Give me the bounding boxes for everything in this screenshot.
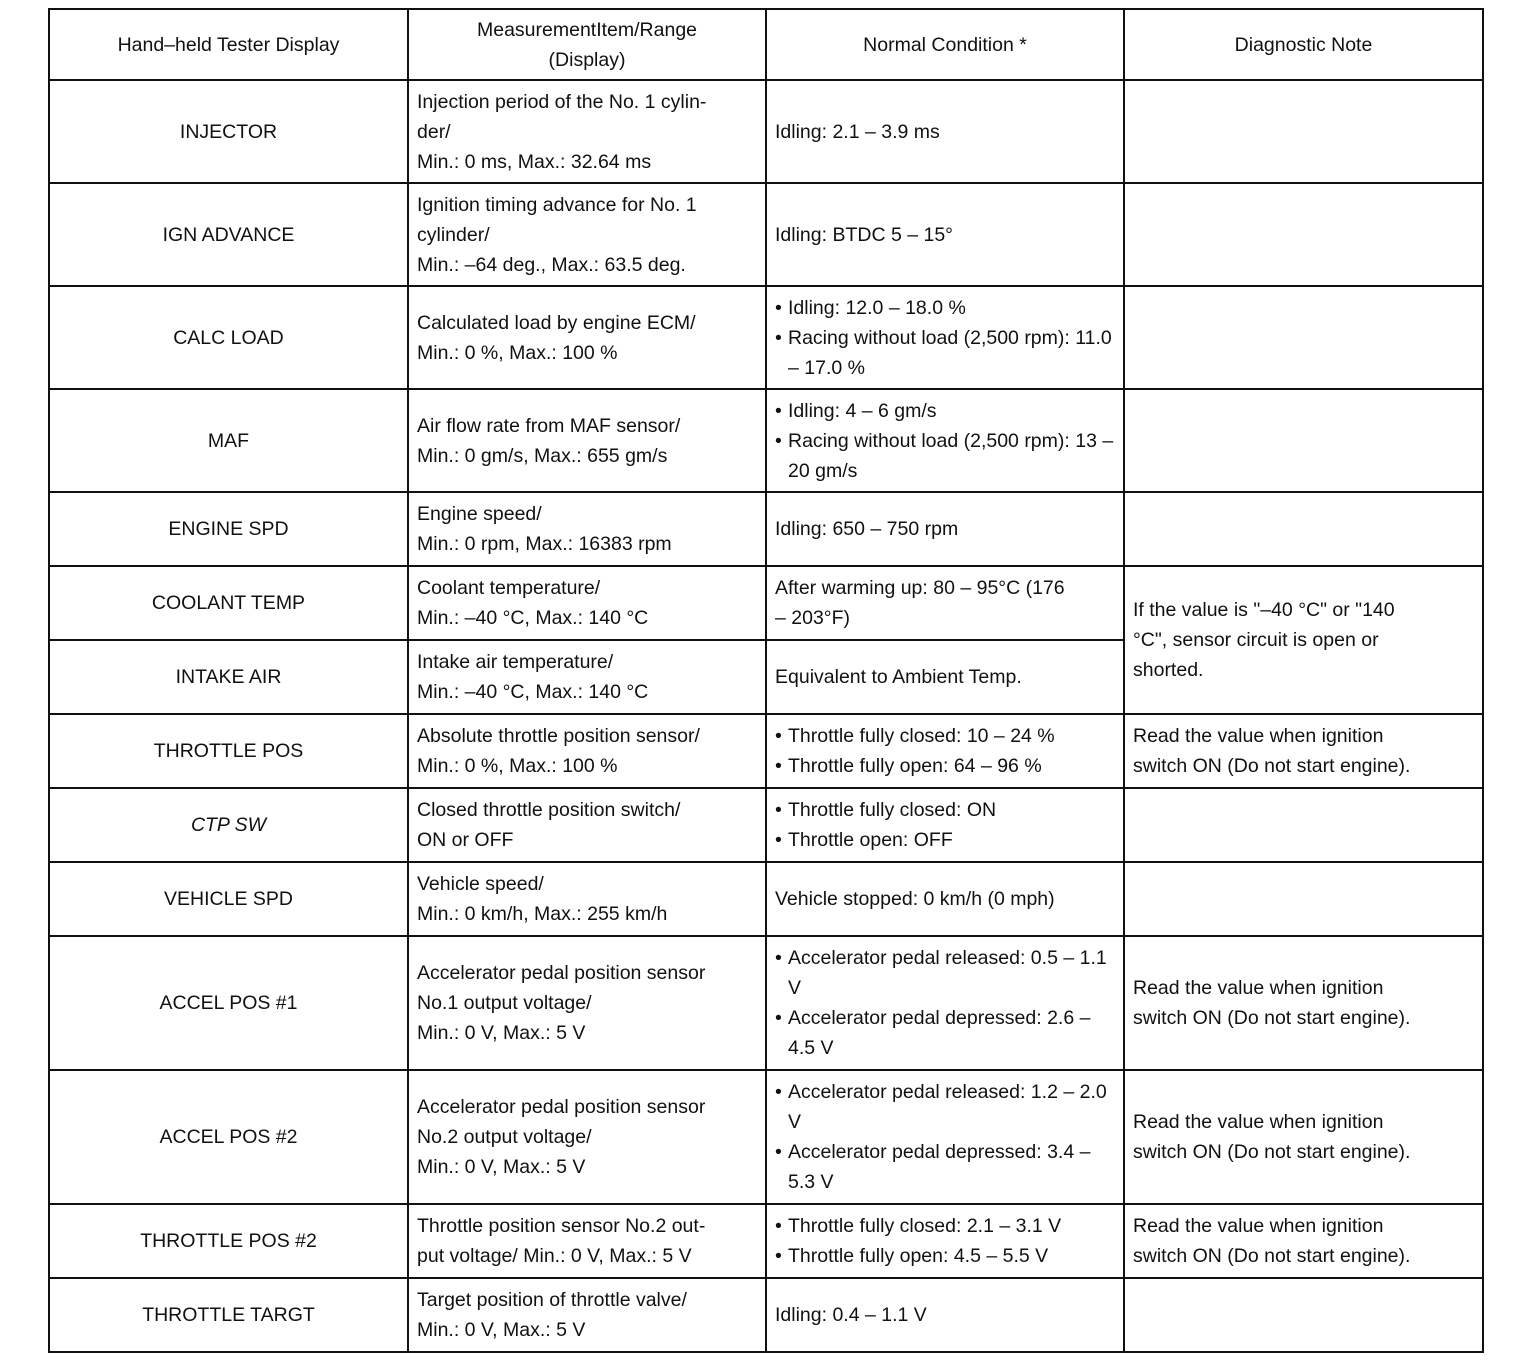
note-line: Read the value when ignition (1133, 1215, 1384, 1237)
table-row (49, 1278, 1483, 1352)
normal-line: Idling: 0.4 – 1.1 V (775, 1304, 927, 1326)
measurement-cell (408, 492, 766, 566)
measurement-line: Min.: –40 °C, Max.: 140 °C (417, 681, 649, 703)
normal-condition-cell (766, 640, 1124, 714)
normal-bullet: • Accelerator pedal released: 1.2 – 2.0 V (775, 1077, 1115, 1137)
note-line: switch ON (Do not start engine). (1133, 755, 1411, 777)
diagnostic-note-cell (1124, 286, 1483, 389)
measurement-line: No.2 output voltage/ (417, 1126, 592, 1148)
measurement-line: Min.: 0 gm/s, Max.: 655 gm/s (417, 444, 668, 467)
measurement-line: Coolant temperature/ (417, 577, 601, 599)
note-line: Read the value when ignition (1133, 725, 1384, 747)
measurement-cell (408, 389, 766, 492)
normal-condition-cell (766, 936, 1124, 1070)
measurement-line: Injection period of the No. 1 cylin- (417, 90, 707, 113)
measurement-line: cylinder/ (417, 223, 490, 246)
display-item: MAF (49, 389, 408, 492)
note-line: switch ON (Do not start engine). (1133, 1007, 1411, 1029)
normal-line: Vehicle stopped: 0 km/h (0 mph) (775, 888, 1055, 910)
normal-condition-cell (766, 80, 1124, 183)
normal-bullet: • Throttle fully closed: 10 – 24 % (775, 721, 1115, 751)
normal-bullet: • Racing without load (2,500 rpm): 13 – 20 gm/s (775, 426, 1115, 486)
measurement-line: Absolute throttle position sensor/ (417, 725, 700, 747)
normal-bullet: • Racing without load (2,500 rpm): 11.0 – 17.0 % (775, 323, 1115, 383)
table-row (49, 566, 1483, 640)
table-row (49, 862, 1483, 936)
table-row (49, 183, 1483, 286)
note-line: Read the value when ignition (1133, 977, 1384, 999)
measurement-cell (408, 1204, 766, 1278)
note-line: °C", sensor circuit is open or (1133, 629, 1379, 651)
table-row (49, 389, 1483, 492)
table-row (49, 936, 1483, 1070)
measurement-line: Target position of throttle valve/ (417, 1289, 687, 1311)
normal-condition-cell (766, 714, 1124, 788)
diagnostic-note-cell (1124, 566, 1483, 714)
measurement-cell (408, 286, 766, 389)
display-item: THROTTLE POS #2 (49, 1204, 408, 1278)
normal-bullet: • Throttle open: OFF (775, 825, 1115, 855)
normal-bullet: • Accelerator pedal released: 0.5 – 1.1 V (775, 943, 1115, 1003)
measurement-line: Min.: 0 V, Max.: 5 V (417, 1156, 586, 1178)
display-item: INTAKE AIR (49, 640, 408, 714)
diagnostic-note-cell (1124, 936, 1483, 1070)
measurement-line: Min.: 0 %, Max.: 100 % (417, 755, 618, 777)
measurement-line: Min.: 0 ms, Max.: 32.64 ms (417, 150, 652, 173)
measurement-line: ON or OFF (417, 829, 514, 851)
measurement-line: Min.: 0 V, Max.: 5 V (417, 1319, 586, 1341)
diagnostic-note-cell (1124, 80, 1483, 183)
table-row (49, 1204, 1483, 1278)
normal-line: – 203°F) (775, 607, 851, 629)
note-line: switch ON (Do not start engine). (1133, 1141, 1411, 1163)
display-item: VEHICLE SPD (49, 862, 408, 936)
diagnostic-note-cell (1124, 389, 1483, 492)
measurement-line: Engine speed/ (417, 503, 542, 525)
normal-bullet: • Idling: 4 – 6 gm/s (775, 396, 1115, 426)
normal-condition-cell (766, 862, 1124, 936)
diagnostic-note-cell (1124, 1204, 1483, 1278)
display-item: COOLANT TEMP (49, 566, 408, 640)
measurement-line: der/ (417, 120, 451, 143)
measurement-line: Air flow rate from MAF sensor/ (417, 414, 681, 437)
normal-bullet: • Accelerator pedal depressed: 2.6 – 4.5 V (775, 1003, 1115, 1063)
measurement-line: Closed throttle position switch/ (417, 799, 681, 821)
measurement-cell (408, 183, 766, 286)
diagnostic-note-cell (1124, 183, 1483, 286)
display-item: INJECTOR (49, 80, 408, 183)
measurement-line: Min.: 0 %, Max.: 100 % (417, 341, 618, 364)
measurement-cell (408, 714, 766, 788)
measurement-line: Min.: 0 rpm, Max.: 16383 rpm (417, 533, 672, 555)
header-measurement (408, 9, 766, 80)
measurement-line: Min.: 0 km/h, Max.: 255 km/h (417, 903, 668, 925)
normal-condition-cell (766, 492, 1124, 566)
normal-bullet: • Throttle fully closed: ON (775, 795, 1115, 825)
table-row (49, 80, 1483, 183)
measurement-cell (408, 862, 766, 936)
measurement-cell (408, 566, 766, 640)
normal-line: Idling: BTDC 5 – 15° (775, 223, 953, 246)
note-line: switch ON (Do not start engine). (1133, 1245, 1411, 1267)
measurement-line: Accelerator pedal position sensor (417, 1096, 706, 1118)
normal-condition-cell (766, 389, 1124, 492)
header-diagnostic-note: Diagnostic Note (1124, 9, 1483, 80)
normal-condition-cell (766, 1070, 1124, 1204)
measurement-line: put voltage/ Min.: 0 V, Max.: 5 V (417, 1245, 692, 1267)
measurement-line: Vehicle speed/ (417, 873, 544, 895)
measurement-line: Intake air temperature/ (417, 651, 614, 673)
note-line: shorted. (1133, 659, 1204, 681)
measurement-line: Calculated load by engine ECM/ (417, 311, 696, 334)
table-row (49, 492, 1483, 566)
measurement-cell (408, 640, 766, 714)
tester-data-table (48, 8, 1484, 1353)
normal-condition-cell (766, 1278, 1124, 1352)
header-measurement-line: MeasurementItem/Range (476, 18, 698, 41)
normal-line: Equivalent to Ambient Temp. (775, 666, 1022, 688)
diagnostic-note-cell (1124, 714, 1483, 788)
normal-condition-cell (766, 1204, 1124, 1278)
normal-line: After warming up: 80 – 95°C (176 (775, 577, 1065, 599)
measurement-line: Min.: –64 deg., Max.: 63.5 deg. (417, 253, 686, 276)
display-item: ACCEL POS #1 (49, 936, 408, 1070)
note-line: Read the value when ignition (1133, 1111, 1384, 1133)
measurement-line: Min.: 0 V, Max.: 5 V (417, 1022, 586, 1044)
table-row (49, 1070, 1483, 1204)
diagnostic-note-cell (1124, 788, 1483, 862)
normal-bullet: • Throttle fully closed: 2.1 – 3.1 V (775, 1211, 1115, 1241)
normal-bullet: • Idling: 12.0 – 18.0 % (775, 293, 1115, 323)
table-row (49, 714, 1483, 788)
display-item: CALC LOAD (49, 286, 408, 389)
display-item: THROTTLE POS (49, 714, 408, 788)
diagnostic-note-cell (1124, 862, 1483, 936)
measurement-cell (408, 788, 766, 862)
normal-line: Idling: 650 – 750 rpm (775, 518, 959, 540)
normal-bullet: • Throttle fully open: 64 – 96 % (775, 751, 1115, 781)
table-row (49, 788, 1483, 862)
normal-bullet: • Throttle fully open: 4.5 – 5.5 V (775, 1241, 1115, 1271)
normal-line: Idling: 2.1 – 3.9 ms (775, 120, 940, 143)
display-item: CTP SW (49, 788, 408, 862)
measurement-line: Accelerator pedal position sensor (417, 962, 706, 984)
measurement-cell (408, 936, 766, 1070)
normal-condition-cell (766, 788, 1124, 862)
note-line: If the value is "–40 °C" or "140 (1133, 599, 1395, 621)
normal-condition-cell (766, 566, 1124, 640)
measurement-cell (408, 80, 766, 183)
display-item: THROTTLE TARGT (49, 1278, 408, 1352)
table-row (49, 286, 1483, 389)
normal-condition-cell (766, 183, 1124, 286)
measurement-line: Min.: –40 °C, Max.: 140 °C (417, 607, 649, 629)
normal-bullet: • Accelerator pedal depressed: 3.4 – 5.3 V (775, 1137, 1115, 1197)
header-row (49, 9, 1483, 80)
measurement-cell (408, 1070, 766, 1204)
display-item: ACCEL POS #2 (49, 1070, 408, 1204)
diagnostic-note-cell (1124, 1070, 1483, 1204)
diagnostic-note-cell (1124, 492, 1483, 566)
header-measurement-line: (Display) (548, 48, 626, 71)
normal-condition-cell (766, 286, 1124, 389)
diagnostic-note-cell (1124, 1278, 1483, 1352)
measurement-cell (408, 1278, 766, 1352)
measurement-line: No.1 output voltage/ (417, 992, 592, 1014)
header-normal-condition: Normal Condition * (766, 9, 1124, 80)
measurement-line: Ignition timing advance for No. 1 (417, 193, 697, 216)
display-item: ENGINE SPD (49, 492, 408, 566)
measurement-line: Throttle position sensor No.2 out- (417, 1215, 706, 1237)
header-display: Hand–held Tester Display (49, 9, 408, 80)
display-item: IGN ADVANCE (49, 183, 408, 286)
